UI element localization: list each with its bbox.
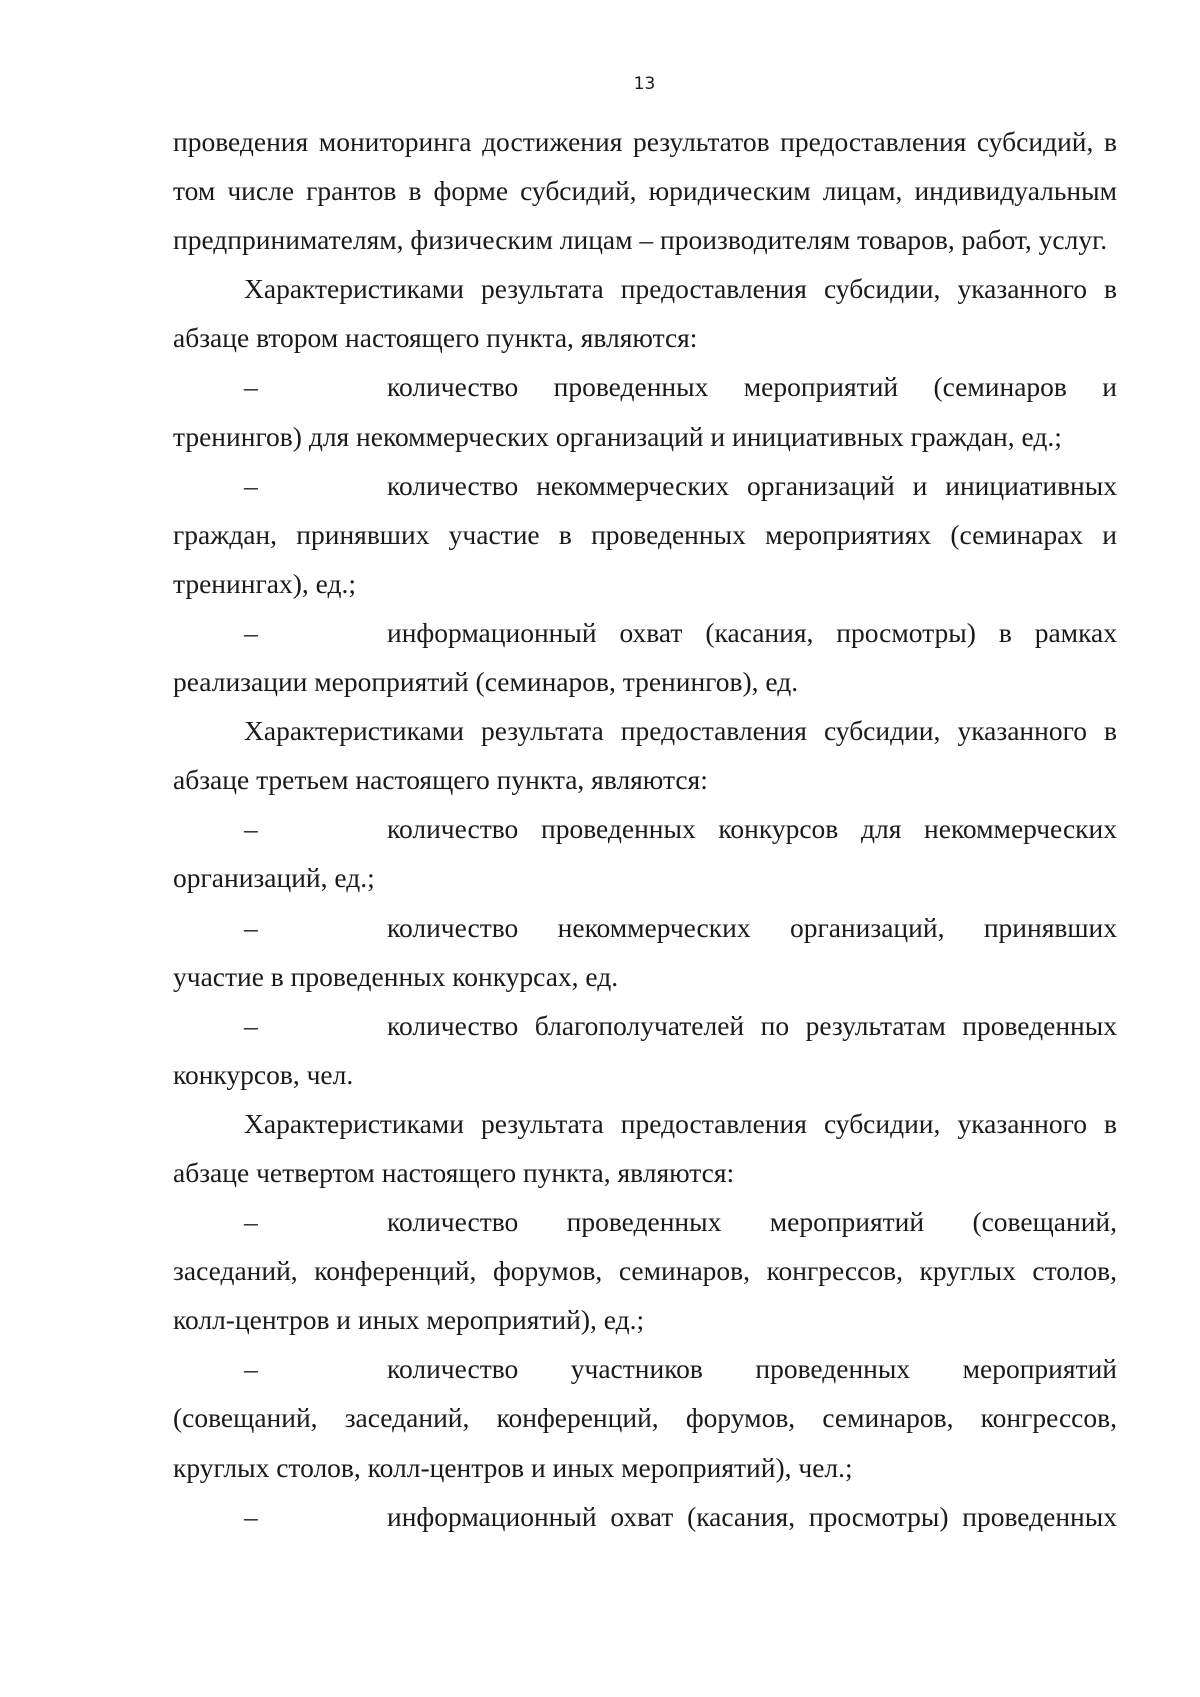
bullet-text: количество проведенных конкурсов для некоммерческих организаций, ед.;	[173, 813, 1117, 894]
paragraph-characteristics-second: Характеристиками результата предоставления субсидии, указанного в абзаце втором настоящего пункта, являются:	[173, 273, 1117, 354]
dash-marker: –	[244, 813, 258, 845]
bullet-text: информационный охват (касания, просмотры) проведенных	[387, 1500, 1117, 1532]
bullet-text: количество проведенных мероприятий (семинаров и тренингов) для некоммерческих организаций и инициативных граждан, ед.;	[173, 371, 1117, 452]
bullet-item	[173, 804, 1117, 902]
dash-marker: –	[244, 1206, 258, 1238]
dash-marker: –	[244, 371, 258, 403]
bullet-item	[173, 1344, 1117, 1491]
bullet-item	[173, 1492, 1117, 1541]
document-body	[173, 117, 1117, 1541]
bullet-item	[173, 362, 1117, 460]
bullet-text: количество благополучателей по результатам проведенных конкурсов, чел.	[173, 1009, 1117, 1090]
bullet-text: количество некоммерческих организаций, принявших участие в проведенных конкурсах, ед.	[173, 911, 1117, 992]
bullet-item	[173, 1001, 1117, 1099]
bullet-text: информационный охват (касания, просмотры) в рамках реализации мероприятий (семинаров, тренингов), ед.	[173, 616, 1117, 698]
bullet-item	[173, 1197, 1117, 1344]
dash-marker: –	[244, 911, 258, 943]
page-number: 13	[633, 74, 656, 94]
bullet-item	[173, 461, 1117, 608]
bullet-text: количество проведенных мероприятий (совещаний, заседаний, конференций, форумов, семинаров, конгрессов, круглых столов, колл-центров и иных мероприятий), ед.;	[173, 1206, 1117, 1336]
dash-marker: –	[244, 1353, 258, 1385]
bullet-text: количество некоммерческих организаций и инициативных граждан, принявших участие в проведенных мероприятиях (семинарах и тренингах), ед.;	[173, 469, 1117, 599]
bullet-text: количество участников проведенных мероприятий (совещаний, заседаний, конференций, форумов, семинаров, конгрессов, круглых столов, колл-центров и иных мероприятий), чел.;	[173, 1353, 1117, 1483]
bullet-item	[173, 903, 1117, 1001]
dash-marker: –	[244, 469, 258, 501]
bullet-item	[173, 608, 1117, 706]
dash-marker: –	[244, 1009, 258, 1041]
paragraph-characteristics-fourth: Характеристиками результата предоставления субсидии, указанного в абзаце четвертом настоящего пункта, являются:	[173, 1107, 1117, 1188]
dash-marker: –	[244, 616, 258, 648]
paragraph-characteristics-third: Характеристиками результата предоставления субсидии, указанного в абзаце третьем настоящего пункта, являются:	[173, 715, 1117, 796]
dash-marker: –	[244, 1500, 258, 1532]
paragraph-continuation: проведения мониторинга достижения результатов предоставления субсидий, в том числе грантов в форме субсидий, юридическим лицам, индивидуальным предпринимателям, физическим лицам – производителям товаров, работ, услуг.	[173, 126, 1117, 256]
